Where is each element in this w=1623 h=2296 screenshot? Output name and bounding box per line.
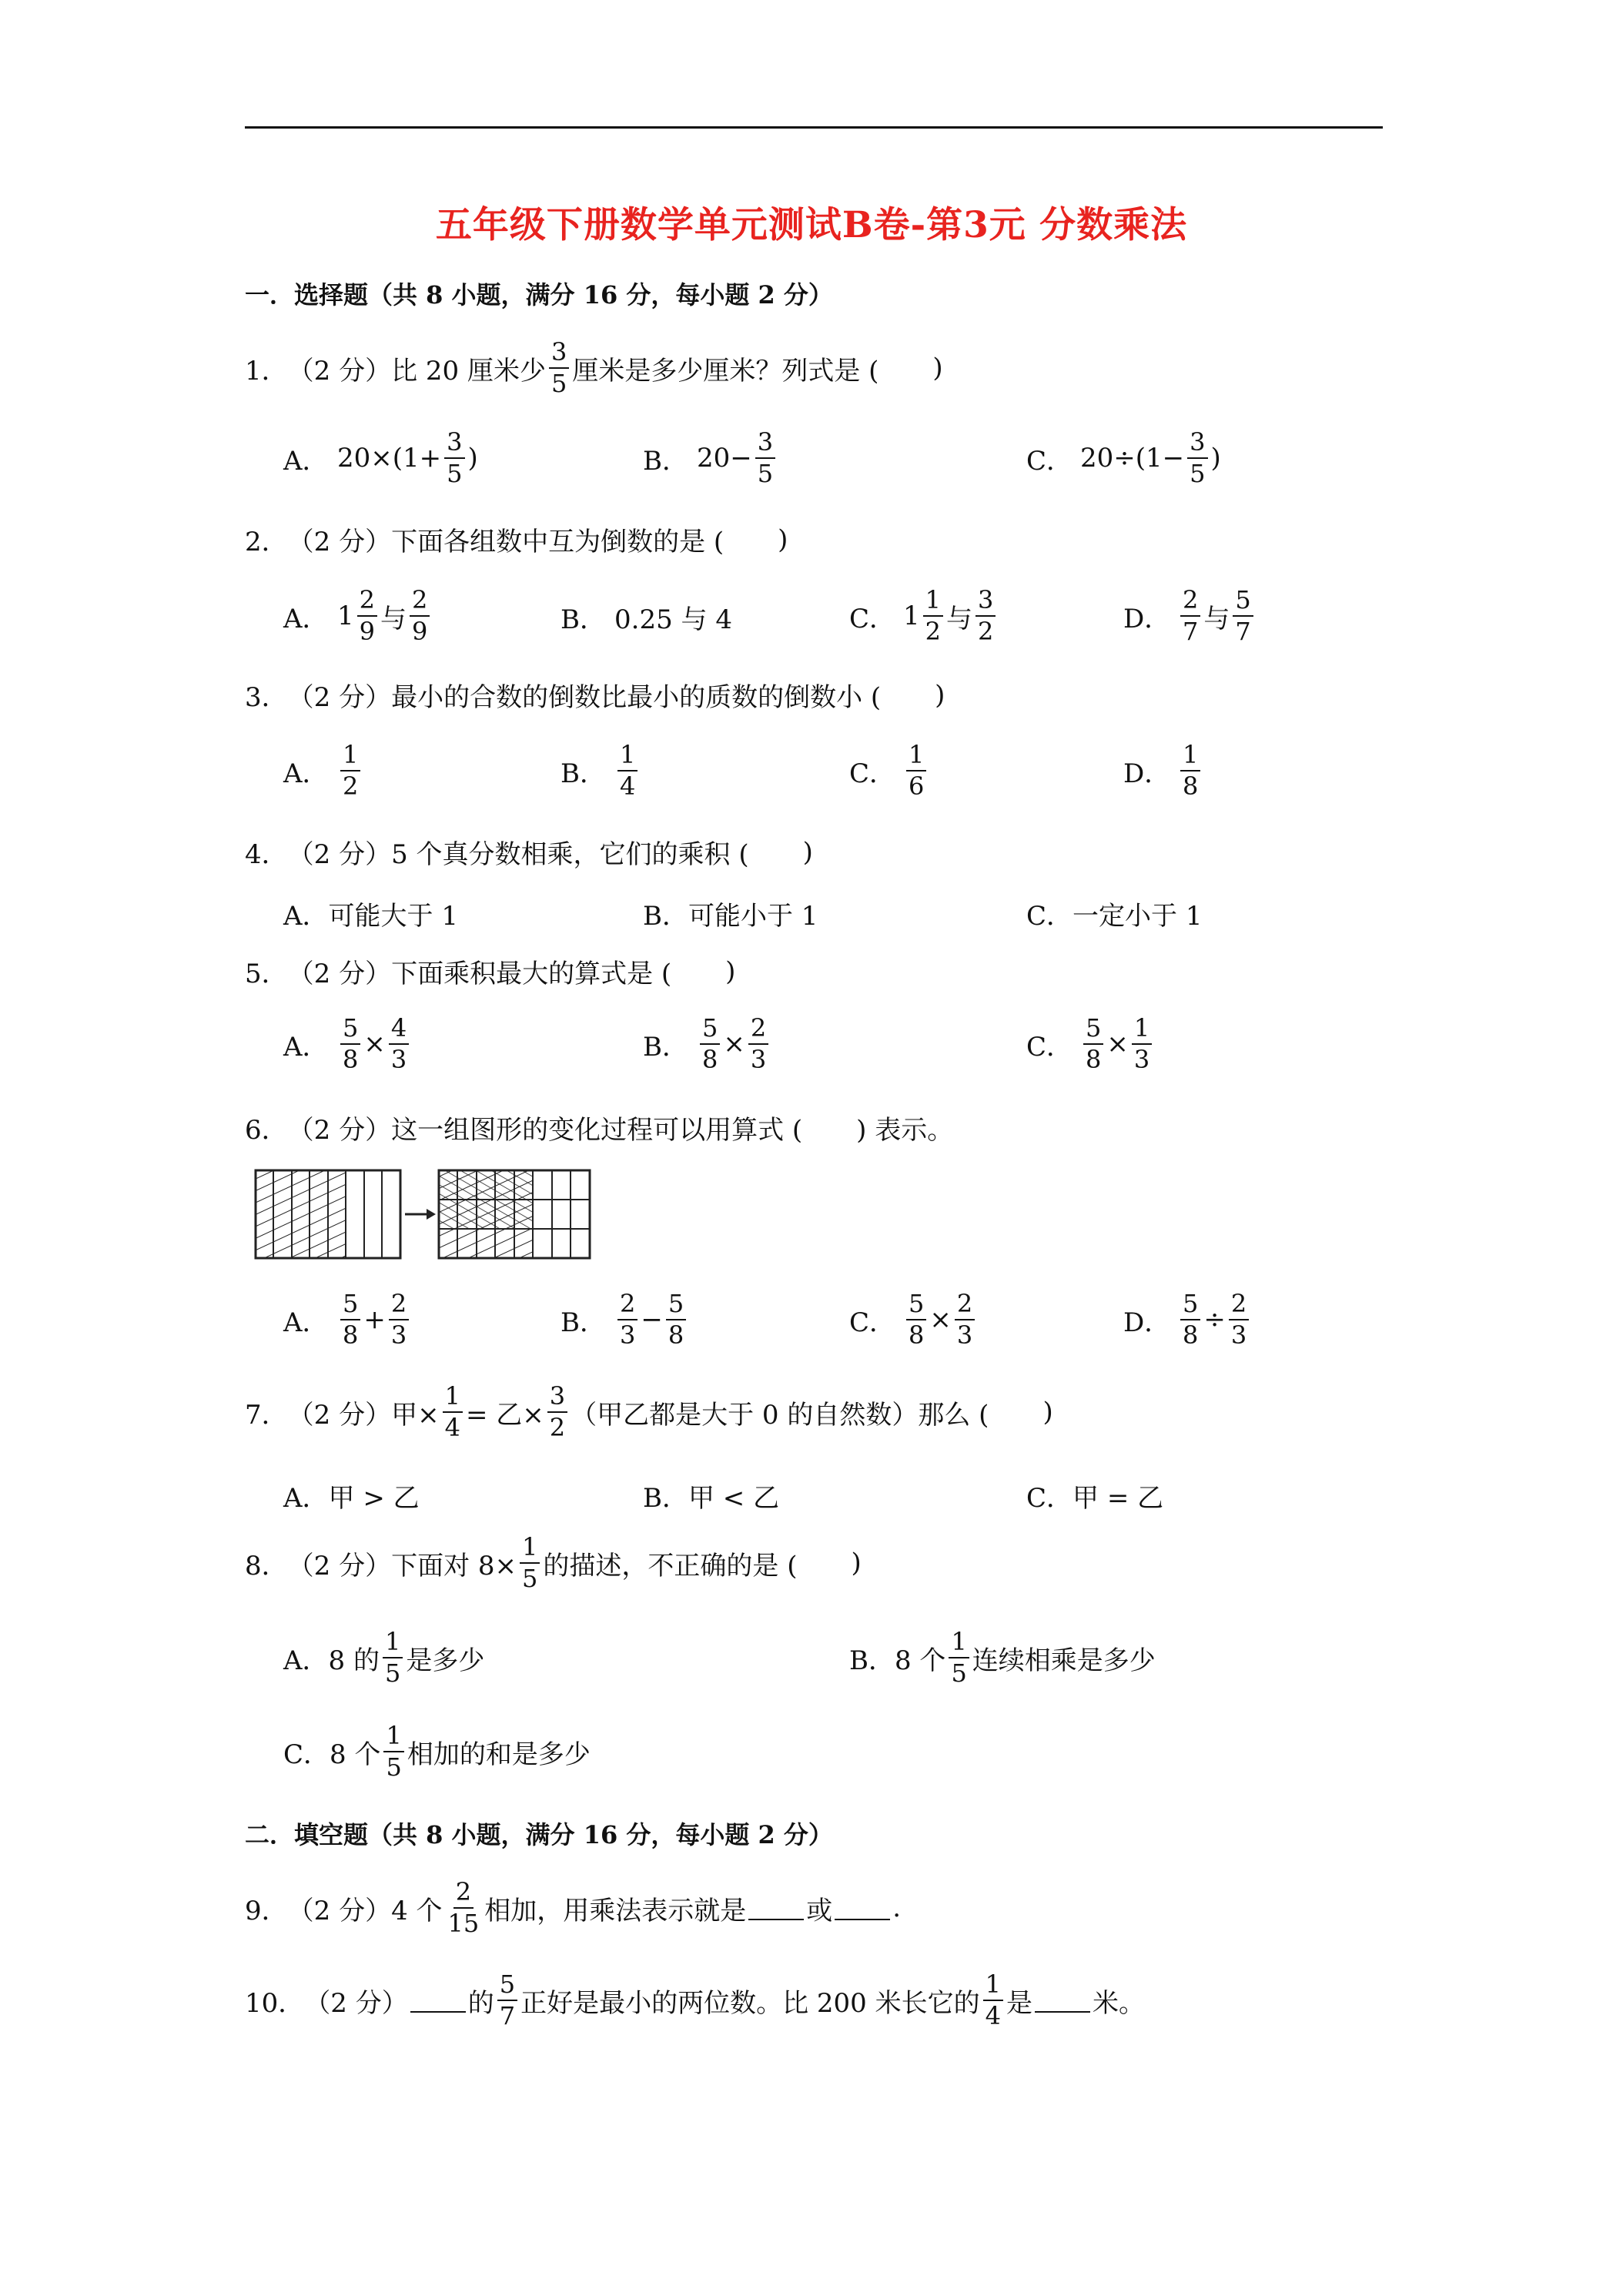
option-c[interactable]: C．8 个 $\frac{1}{5}$ 相加的和是多少 xyxy=(283,1721,591,1782)
top-rule xyxy=(245,126,1383,129)
option-c[interactable]: C．甲 = 乙 xyxy=(1026,1483,1164,1514)
question-7: 7． （2 分） 甲× $\frac{1}{4}$ = 乙× $\frac{3}{2}$ （甲乙都是大于 0 的自然数）那么 ( ) xyxy=(245,1381,1053,1443)
section-heading-choice: 一．选择题（共 8 小题，满分 16 分，每小题 2 分） xyxy=(245,280,833,310)
option-a[interactable]: A．8 的 $\frac{1}{5}$ 是多少 xyxy=(283,1627,485,1689)
option-c[interactable]: C． 1 $\frac{1}{2}$ 与 $\frac{3}{2}$ xyxy=(849,587,999,645)
question-10: 10． （2 分） 的 $\frac{5}{7}$ 正好是最小的两位数。比 200 米长它的 $\frac{1}{4}$ 是 米。 xyxy=(245,1970,1145,2031)
fraction: $\frac{3}{5}$ xyxy=(755,429,775,487)
option-c[interactable]: C． $\frac{5}{8}$ × $\frac{1}{3}$ xyxy=(1026,1015,1155,1073)
question-4: 4． （2 分） 5 个真分数相乘，它们的乘积 ( ) xyxy=(245,836,813,870)
option-b[interactable]: B． $\frac{2}{3}$ − $\frac{5}{8}$ xyxy=(561,1290,689,1349)
option-c[interactable]: C．一定小于 1 xyxy=(1026,901,1203,932)
option-b[interactable]: B．甲 < 乙 xyxy=(643,1483,780,1514)
question-6: 6． （2 分） 这一组图形的变化过程可以用算式 ( ) 表示。 xyxy=(245,1115,954,1146)
question-3: 3． （2 分） 最小的合数的倒数比最小的质数的倒数小 ( ) xyxy=(245,679,945,713)
option-a[interactable]: A． 1 $\frac{2}{9}$ 与 $\frac{2}{9}$ xyxy=(283,587,433,645)
option-a[interactable]: A． $\frac{1}{2}$ xyxy=(283,741,363,800)
question-text: 比 20 厘米少 xyxy=(391,355,546,387)
option-d[interactable]: D． $\frac{5}{8}$ ÷ $\frac{2}{3}$ xyxy=(1123,1290,1252,1349)
question-5: 5． （2 分） 下面乘积最大的算式是 ( ) xyxy=(245,956,736,989)
fraction-diagram-graphic xyxy=(254,1167,593,1264)
option-c[interactable]: C． $\frac{1}{6}$ xyxy=(849,741,929,800)
fraction: $\frac{3}{5}$ xyxy=(1187,429,1207,487)
answer-blank[interactable] xyxy=(835,1896,890,1920)
fraction: $\frac{3}{5}$ xyxy=(549,339,569,397)
option-d[interactable]: D． $\frac{1}{8}$ xyxy=(1123,741,1203,800)
fraction: $\frac{3}{5}$ xyxy=(444,429,464,487)
option-b[interactable]: B．8 个 $\frac{1}{5}$ 连续相乘是多少 xyxy=(849,1627,1156,1689)
question-8: 8． （2 分） 下面对 8× $\frac{1}{5}$ 的描述，不正确的是 ( ) xyxy=(245,1532,862,1594)
question-number: 1． xyxy=(245,355,288,387)
option-c[interactable]: C． 20÷(1− $\frac{3}{5}$ ) xyxy=(1026,427,1221,489)
question-1 xyxy=(245,339,943,397)
option-a[interactable]: A． 20×(1+ $\frac{3}{5}$ ) xyxy=(283,427,478,489)
option-d[interactable]: D． $\frac{2}{7}$ 与 $\frac{5}{7}$ xyxy=(1123,587,1257,645)
option-b[interactable]: B． 0.25 与 4 xyxy=(561,604,732,635)
question-9: 9． （2 分） 4 个 $\frac{2}{15}$ 相加，用乘法表示就是 或 . xyxy=(245,1877,902,1939)
answer-blank[interactable] xyxy=(748,1896,804,1920)
option-a[interactable]: A． $\frac{5}{8}$ × $\frac{4}{3}$ xyxy=(283,1015,412,1073)
section-heading-fill: 二．填空题（共 8 小题，满分 16 分，每小题 2 分） xyxy=(245,1820,833,1849)
option-b[interactable]: B． 20− $\frac{3}{5}$ xyxy=(643,429,778,487)
option-a[interactable]: A． $\frac{5}{8}$ + $\frac{2}{3}$ xyxy=(283,1290,412,1349)
answer-paren-close: ) xyxy=(932,353,943,384)
option-b[interactable]: B． $\frac{5}{8}$ × $\frac{2}{3}$ xyxy=(643,1015,771,1073)
option-b[interactable]: B． $\frac{1}{4}$ xyxy=(561,741,641,800)
option-c[interactable]: C． $\frac{5}{8}$ × $\frac{2}{3}$ xyxy=(849,1290,978,1349)
answer-blank[interactable] xyxy=(1035,1988,1090,2013)
question-score: （2 分） xyxy=(287,355,392,387)
option-a[interactable]: A．可能大于 1 xyxy=(283,901,458,932)
option-a[interactable]: A．甲 > 乙 xyxy=(283,1483,420,1514)
fraction-diagram xyxy=(254,1167,593,1267)
question-2: 2． （2 分） 下面各组数中互为倒数的是 ( ) xyxy=(245,524,788,557)
question-text: 厘米是多少厘米？列式是 ( xyxy=(572,355,879,387)
page-title: 五年级下册数学单元测试B卷-第3元 分数乘法 xyxy=(435,204,1188,246)
option-b[interactable]: B．可能小于 1 xyxy=(643,901,818,932)
answer-blank[interactable] xyxy=(410,1988,466,2013)
